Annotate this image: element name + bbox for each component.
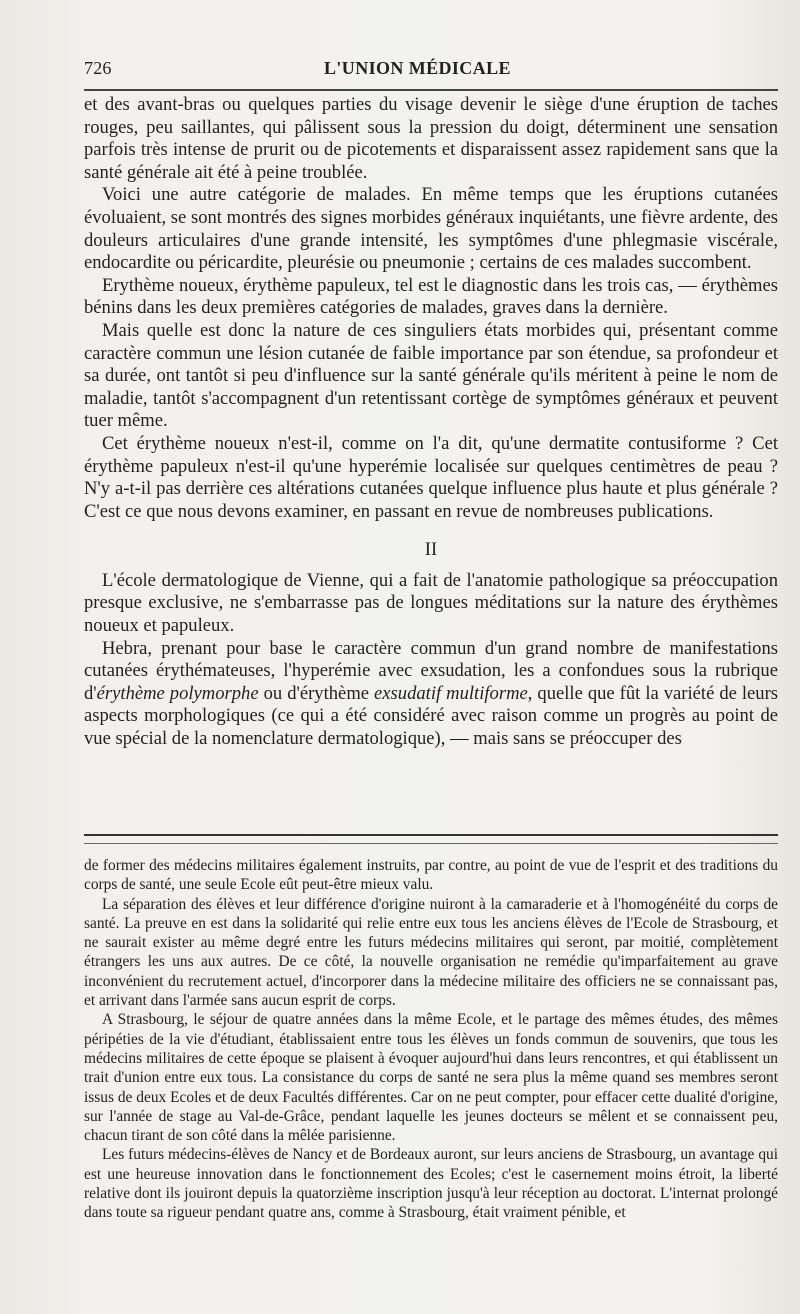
paragraph-5: Cet érythème noueux n'est-il, comme on l'a dit, qu'une dermatite contusiforme ? Cet érythème papuleux n'est-il qu'une hyperémie localisée sur quelques centimètres de peau ? N'y a-t-il pas derrière ces altérations cutanées quelque influence plus haute et plus générale ? C'est ce que nous devons examiner, en passant en revue de nombreuses publications. [84,432,778,522]
hebra-text-part-2: ou d'érythème [258,682,375,704]
main-text [84,94,778,751]
paragraph-hebra [84,638,778,751]
page-header [84,58,778,86]
section-number: II [424,539,438,561]
hebra-text-part-1: Hebra, prenant pour base le caractère commun d'un grand nombre de manifestations cutanées érythémateuses, l'hyperémie avec exsudation, les a confondues sous la rubrique d' [84,637,778,704]
paragraph-vienna: L'école dermatologique de Vienne, qui a fait de l'anatomie pathologique sa préoccupation presque exclusive, ne s'embarrasse pas de longues méditations sur la nature des érythèmes noueux et papuleux. [84,569,778,637]
footnote-paragraph-3: A Strasbourg, le séjour de quatre années dans la même Ecole, et le partage des mêmes études, des mêmes péripéties de la vie d'étudiant, établissaient entre tous les élèves un fonds commun de souvenirs, que tous les médecins militaires de cette époque se plaisent à évoquer aujourd'hui dans leurs rencontres, et qui établissent un trait d'union entre eux tous. La consistance du corps de santé ne sera plus la même quand ses membres seront issus de deux Ecoles et de deux Facultés différentes. Car on ne peut compter, pour effacer cette dualité d'origine, sur l'année de stage au Val-de-Grâce, pendant laquelle les jeunes docteurs se mêlent et se connaissent peu, chacun tirant de son côté dans la mêlée parisienne. [84,1011,778,1145]
footnote-paragraph-1: de former des médecins militaires également instruits, par contre, au point de vue de l'esprit et des traditions du corps de santé, une seule Ecole eût peut-être mieux valu. [84,857,778,894]
hebra-text-part-3: , quelle que fût la variété de leurs aspects morphologiques (ce qui a été considéré avec raison comme un progrès au point de vue spécial de la nomenclature dermatologique), — mais sans se préoccuper des [84,682,779,750]
paragraph-4: Mais quelle est donc la nature de ces singuliers états morbides qui, présentant comme caractère commun une lésion cutanée de faible importance par son étendue, sa profondeur et sa durée, ont tantôt si peu d'influence sur la santé générale qu'ils méritent à peine le nom de maladie, tantôt s'accompagnent d'un retentissant cortège de symptômes généraux et peuvent tuer même. [84,319,778,432]
paragraph-2: Voici une autre catégorie de malades. En même temps que les éruptions cutanées évoluaient, se sont montrés des signes morbides généraux inquiétants, une fièvre ardente, des douleurs articulaires d'une grande intensité, les symptômes d'une phlegmasie viscérale, endocardite ou péricardite, pleurésie ou pneumonie ; certains de ces malades succombent. [84,184,778,274]
footnote-separator-thin [84,843,778,844]
footnote-text [84,856,778,1223]
hebra-italic-term-2: exsudatif multiforme [374,682,528,704]
footnote-separator-thick [84,834,778,836]
footnote-paragraph-4: Les futurs médecins-élèves de Nancy et de Bordeaux auront, sur leurs anciens de Strasbourg, un avantage qui est une heureuse innovation dans le fonctionnement des Ecoles; c'est le casernement moins étroit, la liberté relative dont ils jouiront depuis la quatorzième inscription jusqu'à leur réception au doctorat. L'internat prolongé dans toute sa rigueur pendant quatre ans, comme à Strasbourg, était vraiment pénible, et [84,1146,778,1222]
header-rule [84,89,778,91]
page-number: 726 [84,58,112,78]
paragraph-1: et des avant-bras ou quelques parties du visage devenir le siège d'une éruption de taches rouges, peu saillantes, qui pâlissent sous la pression du doigt, déterminent une sensation parfois très intense de prurit ou de picotements et disparaissent assez rapidement sans que la santé générale ait été à peine troublée. [84,94,778,183]
footnote-paragraph-2: La séparation des élèves et leur différence d'origine nuiront à la camaraderie et à l'homogénéité du corps de santé. La preuve en est dans la solidarité qui relie entre eux tous les anciens élèves de l'Ecole de Strasbourg, et ne saurait exister au même degré entre les futurs médecins militaires qui seront, par moitié, complètement étrangers les uns aux autres. De ce côté, la nouvelle organisation ne remédie qu'imparfaitement au grave inconvénient du recrutement actuel, d'incorporer dans la médecine militaire des officiers ne se connaissant pas, et arrivant dans l'armée sans aucun esprit de corps. [84,895,778,1010]
hebra-italic-term-1: érythème polymorphe [96,682,259,704]
paragraph-3: Erythème noueux, érythème papuleux, tel est le diagnostic dans les trois cas, — érythèmes bénins dans les deux premières catégories de malades, graves dans la dernière. [84,274,778,319]
running-title: L'UNION MÉDICALE [324,58,511,78]
